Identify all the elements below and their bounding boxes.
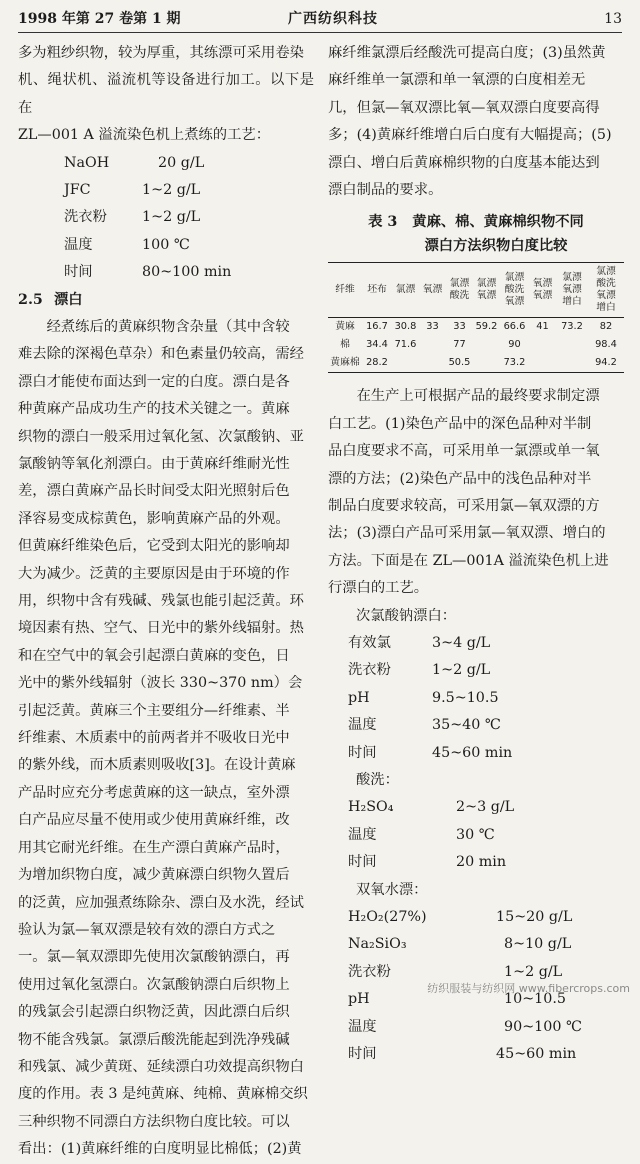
table-row-label: 黄麻 [335, 321, 355, 333]
recipe-value: 1~2 g/L [504, 963, 563, 980]
text-line: ZL—001 A 溢流染色机上煮练的工艺： [18, 127, 270, 144]
intro-paragraph [18, 40, 314, 150]
watermark: 纺织服装与纺织网 www.fibercrops.com [427, 982, 630, 995]
recipe-name: pH [348, 689, 370, 706]
recipe-value: 45~60 min [496, 1045, 577, 1062]
recipe-value: 10~10.5 [504, 991, 567, 1008]
hypochlorite-title: 次氯酸钠漂白： [356, 607, 457, 624]
table-body [328, 318, 624, 373]
recipe-row [18, 150, 314, 177]
recipe-name: NaOH [64, 154, 110, 171]
recipe-name: 洗衣粉 [64, 209, 107, 226]
recipe-name: JFC [64, 182, 91, 199]
recipe-name: 时间 [348, 744, 377, 761]
text-line: 法；(3)漂白产品可采用氯—氧双漂、增白的 [328, 525, 606, 542]
table-cell: 41 [536, 321, 549, 333]
text-line: 度的作用。表 3 是纯黄麻、纯棉、黄麻棉交织 [18, 1086, 308, 1103]
table-row [328, 336, 624, 354]
table-cell [419, 354, 446, 373]
text-line: 种黄麻产品成功生产的技术关键之一。黄麻 [18, 401, 290, 418]
text-line: 行漂白的工艺。 [328, 580, 429, 597]
table-label: 表 3 [368, 214, 398, 231]
table-cell: 73.2 [561, 321, 583, 333]
acid-wash-title: 酸洗： [356, 772, 399, 789]
recipe-value: 2~3 g/L [456, 799, 515, 816]
recipe-row [328, 1014, 624, 1041]
table-cell: 90 [508, 339, 521, 351]
recipe-row [18, 259, 314, 286]
table-header-cell: 氯漂 氧漂 [476, 278, 497, 302]
recipe-row [328, 931, 624, 958]
recipe-row [328, 904, 624, 931]
recipe-value: 20 g/L [158, 154, 205, 171]
recipe-row [18, 232, 314, 259]
table-cell: 28.2 [366, 357, 388, 369]
text-line: 境因素有热、空气、日光中的紫外线辐射。热 [18, 620, 304, 637]
whiteness-table [328, 262, 624, 373]
acid-wash-recipe [328, 794, 624, 876]
journal-name: 广西纺织科技 [288, 11, 378, 27]
table-cell: 59.2 [475, 321, 498, 333]
text-line: 为增加织物白度，减少黄麻漂白织物久置后 [18, 867, 290, 884]
table-cell: 30.8 [394, 321, 417, 333]
table-cell: 16.7 [366, 321, 388, 333]
table-cell: 34.4 [366, 339, 388, 351]
recipe-name: 洗衣粉 [348, 963, 391, 980]
scour-recipe [18, 150, 314, 287]
table-cell [529, 336, 556, 354]
text-line: 但黄麻纤维染色后，它受到太阳光的影响却 [18, 538, 290, 555]
section-title: 漂白 [54, 291, 83, 308]
recipe-name: Na₂SiO₃ [348, 936, 407, 953]
text-line: 品白度要求不高，可采用单一氯漂或单一氧 [328, 443, 600, 460]
table-row-label: 黄麻棉 [330, 357, 360, 369]
table-caption-line [328, 210, 624, 234]
issue-info: 1998 年第 27 卷第 1 期 [18, 11, 181, 27]
recipe-value: 30 ℃ [456, 826, 495, 843]
text-line: 差，漂白黄麻产品长时间受太阳光照射后色 [18, 483, 290, 500]
recipe-value: 80~100 min [142, 264, 232, 281]
text-line: 漂的方法；(2)染色产品中的浅色品种对半 [328, 470, 592, 487]
table-header-cell: 氧漂 [422, 284, 443, 296]
hypochlorite-recipe [328, 630, 624, 767]
running-header [18, 6, 622, 33]
recipe-value: 1~2 g/L [432, 662, 491, 679]
recipe-row [328, 1041, 624, 1068]
text-line: 白产品应尽量不使用或少使用黄麻纤维，改 [18, 812, 290, 829]
text-line: 几，但氯—氧双漂比氧—氧双漂白度要高得 [328, 99, 600, 116]
process-paragraph [328, 383, 624, 602]
text-line: 漂白、增白后黄麻棉织物的白度基本能达到 [328, 154, 600, 171]
recipe-name: 有效氯 [348, 635, 391, 652]
text-line: 方法。下面是在 ZL—001A 溢流染色机上进 [328, 552, 609, 569]
section-number: 2.5 [18, 291, 43, 308]
text-line: 和残氯、减少黄斑、延续漂白功效提高织物白 [18, 1058, 304, 1075]
table-cell: 94.2 [595, 357, 617, 369]
text-line: 多；(4)黄麻纤维增白后白度有大幅提高；(5) [328, 127, 612, 144]
table-header-cell: 氯漂 酸洗 氧漂 [504, 272, 525, 308]
recipe-value: 1~2 g/L [142, 182, 201, 199]
recipe-row [328, 657, 624, 684]
table-header-cell: 氯漂 氧漂 增白 [562, 272, 582, 308]
recipe-value: 100 ℃ [142, 236, 190, 253]
text-line: 光中的紫外线辐射（波长 330~370 nm）会 [18, 675, 303, 692]
text-line: 经煮练后的黄麻织物含杂量（其中含较 [46, 318, 290, 335]
text-line: 的泛黄，应加强煮练除杂、漂白及水洗，经试 [18, 894, 304, 911]
text-line: 在生产上可根据产品的最终要求制定漂 [356, 388, 600, 405]
table-cell: 98.4 [595, 339, 617, 351]
table-caption [328, 210, 624, 258]
recipe-name: 洗衣粉 [348, 662, 391, 679]
text-line: 漂白才能使布面达到一定的白度。漂白是各 [18, 373, 290, 390]
text-line: 难去除的深褐色草杂）和色素量仍较高，需经 [18, 346, 304, 363]
recipe-name: pH [348, 991, 370, 1008]
table-header-cell: 氧漂 氧漂 [532, 278, 553, 302]
recipe-value: 45~60 min [432, 744, 513, 761]
recipe-row [18, 177, 314, 204]
page-number: 13 [604, 11, 622, 27]
text-line: 白工艺。(1)染色产品中的深色品种对半制 [328, 415, 592, 432]
text-line: 机、绳状机、溢流机等设备进行加工。以下是在 [18, 72, 314, 116]
recipe-name: 温度 [348, 1018, 377, 1035]
text-line: 引起泛黄。黄麻三个主要组分—纤维素、半 [18, 702, 290, 719]
peroxide-title: 双氧水漂： [356, 881, 428, 898]
text-line: 泽容易变成棕黄色，影响黄麻产品的外观。 [18, 510, 290, 527]
recipe-value: 20 min [456, 854, 507, 871]
text-line: 大为减少。泛黄的主要原因是由于环境的作 [18, 565, 290, 582]
table-cell [473, 336, 500, 354]
table-title-line2: 漂白方法织物白度比较 [424, 238, 568, 255]
recipe-row [328, 849, 624, 876]
table-cell: 33 [426, 321, 439, 333]
recipe-value: 35~40 ℃ [432, 717, 501, 734]
bleach-body [18, 314, 314, 1164]
table-header-row [328, 263, 624, 318]
table-cell: 66.6 [503, 321, 526, 333]
recipe-value: 90~100 ℃ [504, 1018, 582, 1035]
table-cell: 82 [599, 321, 613, 333]
recipe-name: H₂SO₄ [348, 799, 394, 816]
recipe-row [328, 630, 624, 657]
table-header-cell: 坯布 [367, 284, 387, 296]
text-line: 物不能含残氯。氯漂后酸洗能起到洗净残碱 [18, 1031, 290, 1048]
text-line: 产品时应充分考虑黄麻的这一缺点，室外漂 [18, 784, 290, 801]
table-row-label: 棉 [340, 339, 350, 351]
text-line: 麻纤维单一氯漂和单一氧漂的白度相差无 [328, 72, 586, 89]
recipe-row [328, 712, 624, 739]
right-column [328, 40, 624, 1062]
recipe-value: 3~4 g/L [432, 635, 491, 652]
text-line: 验认为氯—氧双漂是较有效的漂白方式之 [18, 921, 276, 938]
recipe-value: 9.5~10.5 [432, 689, 499, 706]
table-row [328, 354, 624, 373]
text-line: 多为粗纱织物，较为厚重，其练漂可采用卷染 [18, 45, 304, 61]
text-line: 三种织物不同漂白方法织物白度比较。可以 [18, 1113, 290, 1130]
table-cell [529, 354, 556, 373]
text-line: 用，织物中含有残碱、残氯也能引起泛黄。环 [18, 593, 304, 610]
text-line: 使用过氧化氢漂白。次氯酸钠漂白后织物上 [18, 976, 290, 993]
recipe-name: 温度 [64, 236, 93, 253]
recipe-row [328, 794, 624, 821]
recipe-name: 温度 [348, 826, 377, 843]
table-cell [392, 354, 419, 373]
table-row [328, 318, 624, 337]
recipe-row [328, 822, 624, 849]
text-line: 和在空气中的氧会引起漂白黄麻的变色，日 [18, 647, 290, 664]
table-cell: 33 [453, 321, 466, 333]
recipe-value: 8~10 g/L [504, 936, 572, 953]
text-line: 纤维素、木质素中的前两者并不吸收日光中 [18, 730, 290, 747]
table-cell [556, 336, 588, 354]
table-title: 黄麻、棉、黄麻棉织物不同 [412, 214, 584, 231]
table-cell: 71.6 [394, 339, 417, 351]
table-header-cell: 纤维 [335, 284, 355, 296]
recipe-name: 时间 [348, 1045, 377, 1062]
recipe-name: 时间 [348, 854, 377, 871]
recipe-name: H₂O₂(27%) [348, 909, 427, 926]
recipe-name: 时间 [64, 264, 93, 281]
recipe-name: 温度 [348, 717, 377, 734]
table-discussion [328, 40, 624, 204]
recipe-value: 1~2 g/L [142, 209, 201, 226]
recipe-value: 15~20 g/L [496, 909, 573, 926]
text-line: 一。氯—氧双漂即先使用次氯酸钠漂白，再 [18, 949, 290, 966]
table-cell [419, 336, 446, 354]
recipe-row [328, 685, 624, 712]
text-line: 的紫外线，而木质素则吸收[3]。在设计黄麻 [18, 757, 296, 774]
text-line: 用其它耐光纤维。在生产漂白黄麻产品时， [18, 839, 290, 856]
text-line: 制品白度要求较高，可采用氯—氧双漂的方 [328, 498, 600, 515]
section-heading [18, 287, 314, 314]
table-header-cell: 氯漂 酸洗 氧漂 增白 [596, 266, 616, 314]
recipe-row [18, 204, 314, 231]
text-line: 的残氯会引起漂白织物泛黄，因此漂白后织 [18, 1004, 290, 1021]
left-column [18, 40, 314, 1158]
table-cell: 77 [453, 339, 466, 351]
text-line: 织物的漂白一般采用过氧化氢、次氯酸钠、亚 [18, 428, 304, 445]
text-line: 漂白制品的要求。 [328, 182, 443, 199]
table-cell: 50.5 [448, 357, 471, 369]
table-cell [473, 354, 500, 373]
table-cell: 73.2 [503, 357, 526, 369]
recipe-row [328, 740, 624, 767]
text-line: 氯酸钠等氧化剂漂白。由于黄麻纤维耐光性 [18, 456, 290, 473]
table-header-cell: 氯漂 [395, 284, 416, 296]
text-line: 麻纤维氯漂后经酸洗可提高白度；(3)虽然黄 [328, 45, 606, 61]
table-header [328, 263, 624, 318]
table-cell [556, 354, 588, 373]
text-line: 看出：(1)黄麻纤维的白度明显比棉低；(2)黄 [18, 1141, 302, 1158]
table-header-cell: 氯漂 酸洗 [449, 278, 470, 302]
